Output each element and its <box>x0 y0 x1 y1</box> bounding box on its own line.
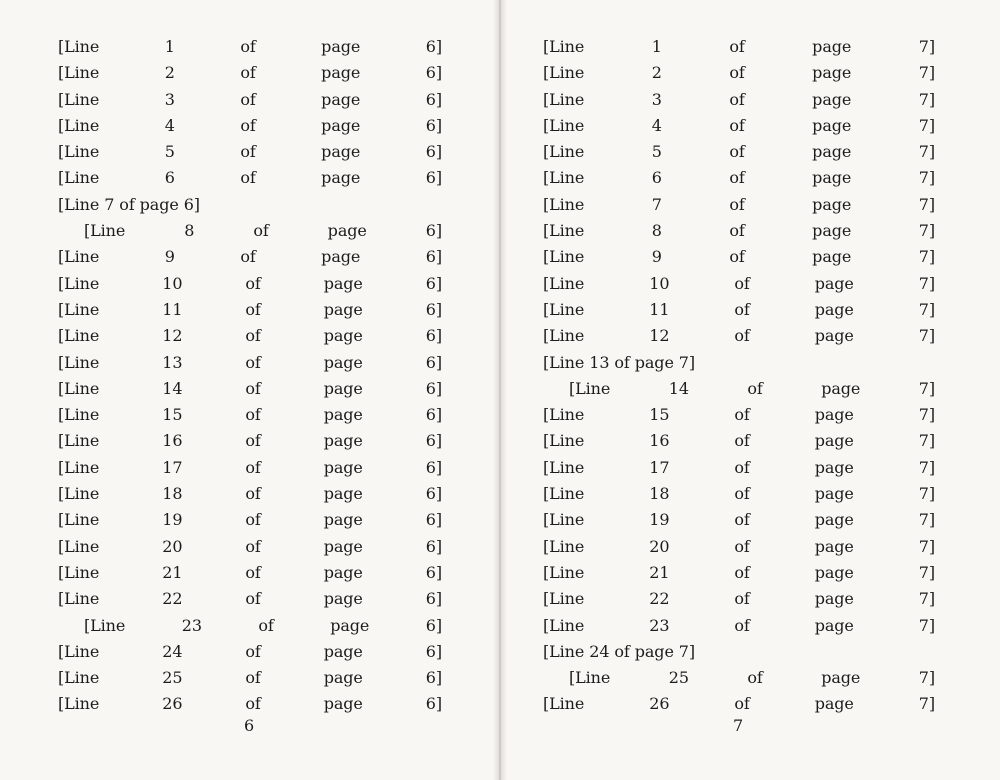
text-line: [Line 26 of page 7] <box>543 694 935 714</box>
text-line: [Line 5 of page 6] <box>58 142 442 162</box>
page-number: 6 <box>244 716 255 735</box>
page-number: 7 <box>733 716 744 735</box>
text-line: [Line 20 of page 6] <box>58 536 442 556</box>
text-line: [Line 15 of page 6] <box>58 405 442 425</box>
text-line: [Line 10 of page 7] <box>543 273 935 293</box>
text-line: [Line 12 of page 6] <box>58 326 442 346</box>
text-line: [Line 21 of page 6] <box>58 562 442 582</box>
text-line: [Line 4 of page 7] <box>543 115 935 135</box>
text-line: [Line 12 of page 7] <box>543 326 935 346</box>
text-line: [Line 16 of page 7] <box>543 431 935 451</box>
text-line: [Line 9 of page 7] <box>543 247 935 267</box>
text-line: [Line 3 of page 6] <box>58 89 442 109</box>
text-line: [Line 20 of page 7] <box>543 536 935 556</box>
text-line: [Line 4 of page 6] <box>58 115 442 135</box>
text-line: [Line 2 of page 6] <box>58 63 442 83</box>
text-line: [Line 11 of page 6] <box>58 299 442 319</box>
book-gutter <box>493 0 507 780</box>
text-line: [Line 17 of page 6] <box>58 457 442 477</box>
text-line: [Line 16 of page 6] <box>58 431 442 451</box>
text-line: [Line 3 of page 7] <box>543 89 935 109</box>
left-page <box>0 0 499 780</box>
text-line: [Line 14 of page 6] <box>58 378 442 398</box>
text-line: [Line 13 of page 7] <box>543 352 696 372</box>
right-page-text <box>543 34 935 718</box>
left-page-text <box>58 34 442 718</box>
text-line: [Line 24 of page 7] <box>543 641 696 661</box>
text-line: [Line 13 of page 6] <box>58 352 442 372</box>
text-line: [Line 17 of page 7] <box>543 457 935 477</box>
text-line: [Line 6 of page 6] <box>58 168 442 188</box>
text-line: [Line 19 of page 6] <box>58 510 442 530</box>
text-line: [Line 23 of page 6] <box>84 615 442 635</box>
text-line: [Line 25 of page 6] <box>58 668 442 688</box>
text-line: [Line 14 of page 7] <box>569 378 935 398</box>
text-line: [Line 18 of page 7] <box>543 484 935 504</box>
text-line: [Line 15 of page 7] <box>543 405 935 425</box>
text-line: [Line 7 of page 6] <box>58 194 200 214</box>
text-line: [Line 25 of page 7] <box>569 668 935 688</box>
text-line: [Line 7 of page 7] <box>543 194 935 214</box>
text-line: [Line 6 of page 7] <box>543 168 935 188</box>
right-page <box>501 0 1000 780</box>
text-line: [Line 23 of page 7] <box>543 615 935 635</box>
text-line: [Line 8 of page 6] <box>84 221 442 241</box>
text-line: [Line 19 of page 7] <box>543 510 935 530</box>
text-line: [Line 5 of page 7] <box>543 142 935 162</box>
text-line: [Line 22 of page 7] <box>543 589 935 609</box>
text-line: [Line 9 of page 6] <box>58 247 442 267</box>
text-line: [Line 2 of page 7] <box>543 63 935 83</box>
text-line: [Line 1 of page 7] <box>543 37 935 56</box>
text-line: [Line 24 of page 6] <box>58 641 442 661</box>
text-line: [Line 1 of page 6] <box>58 37 442 56</box>
text-line: [Line 21 of page 7] <box>543 562 935 582</box>
text-line: [Line 26 of page 6] <box>58 694 442 714</box>
text-line: [Line 8 of page 7] <box>543 221 935 241</box>
text-line: [Line 11 of page 7] <box>543 299 935 319</box>
text-line: [Line 10 of page 6] <box>58 273 442 293</box>
text-line: [Line 22 of page 6] <box>58 589 442 609</box>
text-line: [Line 18 of page 6] <box>58 484 442 504</box>
